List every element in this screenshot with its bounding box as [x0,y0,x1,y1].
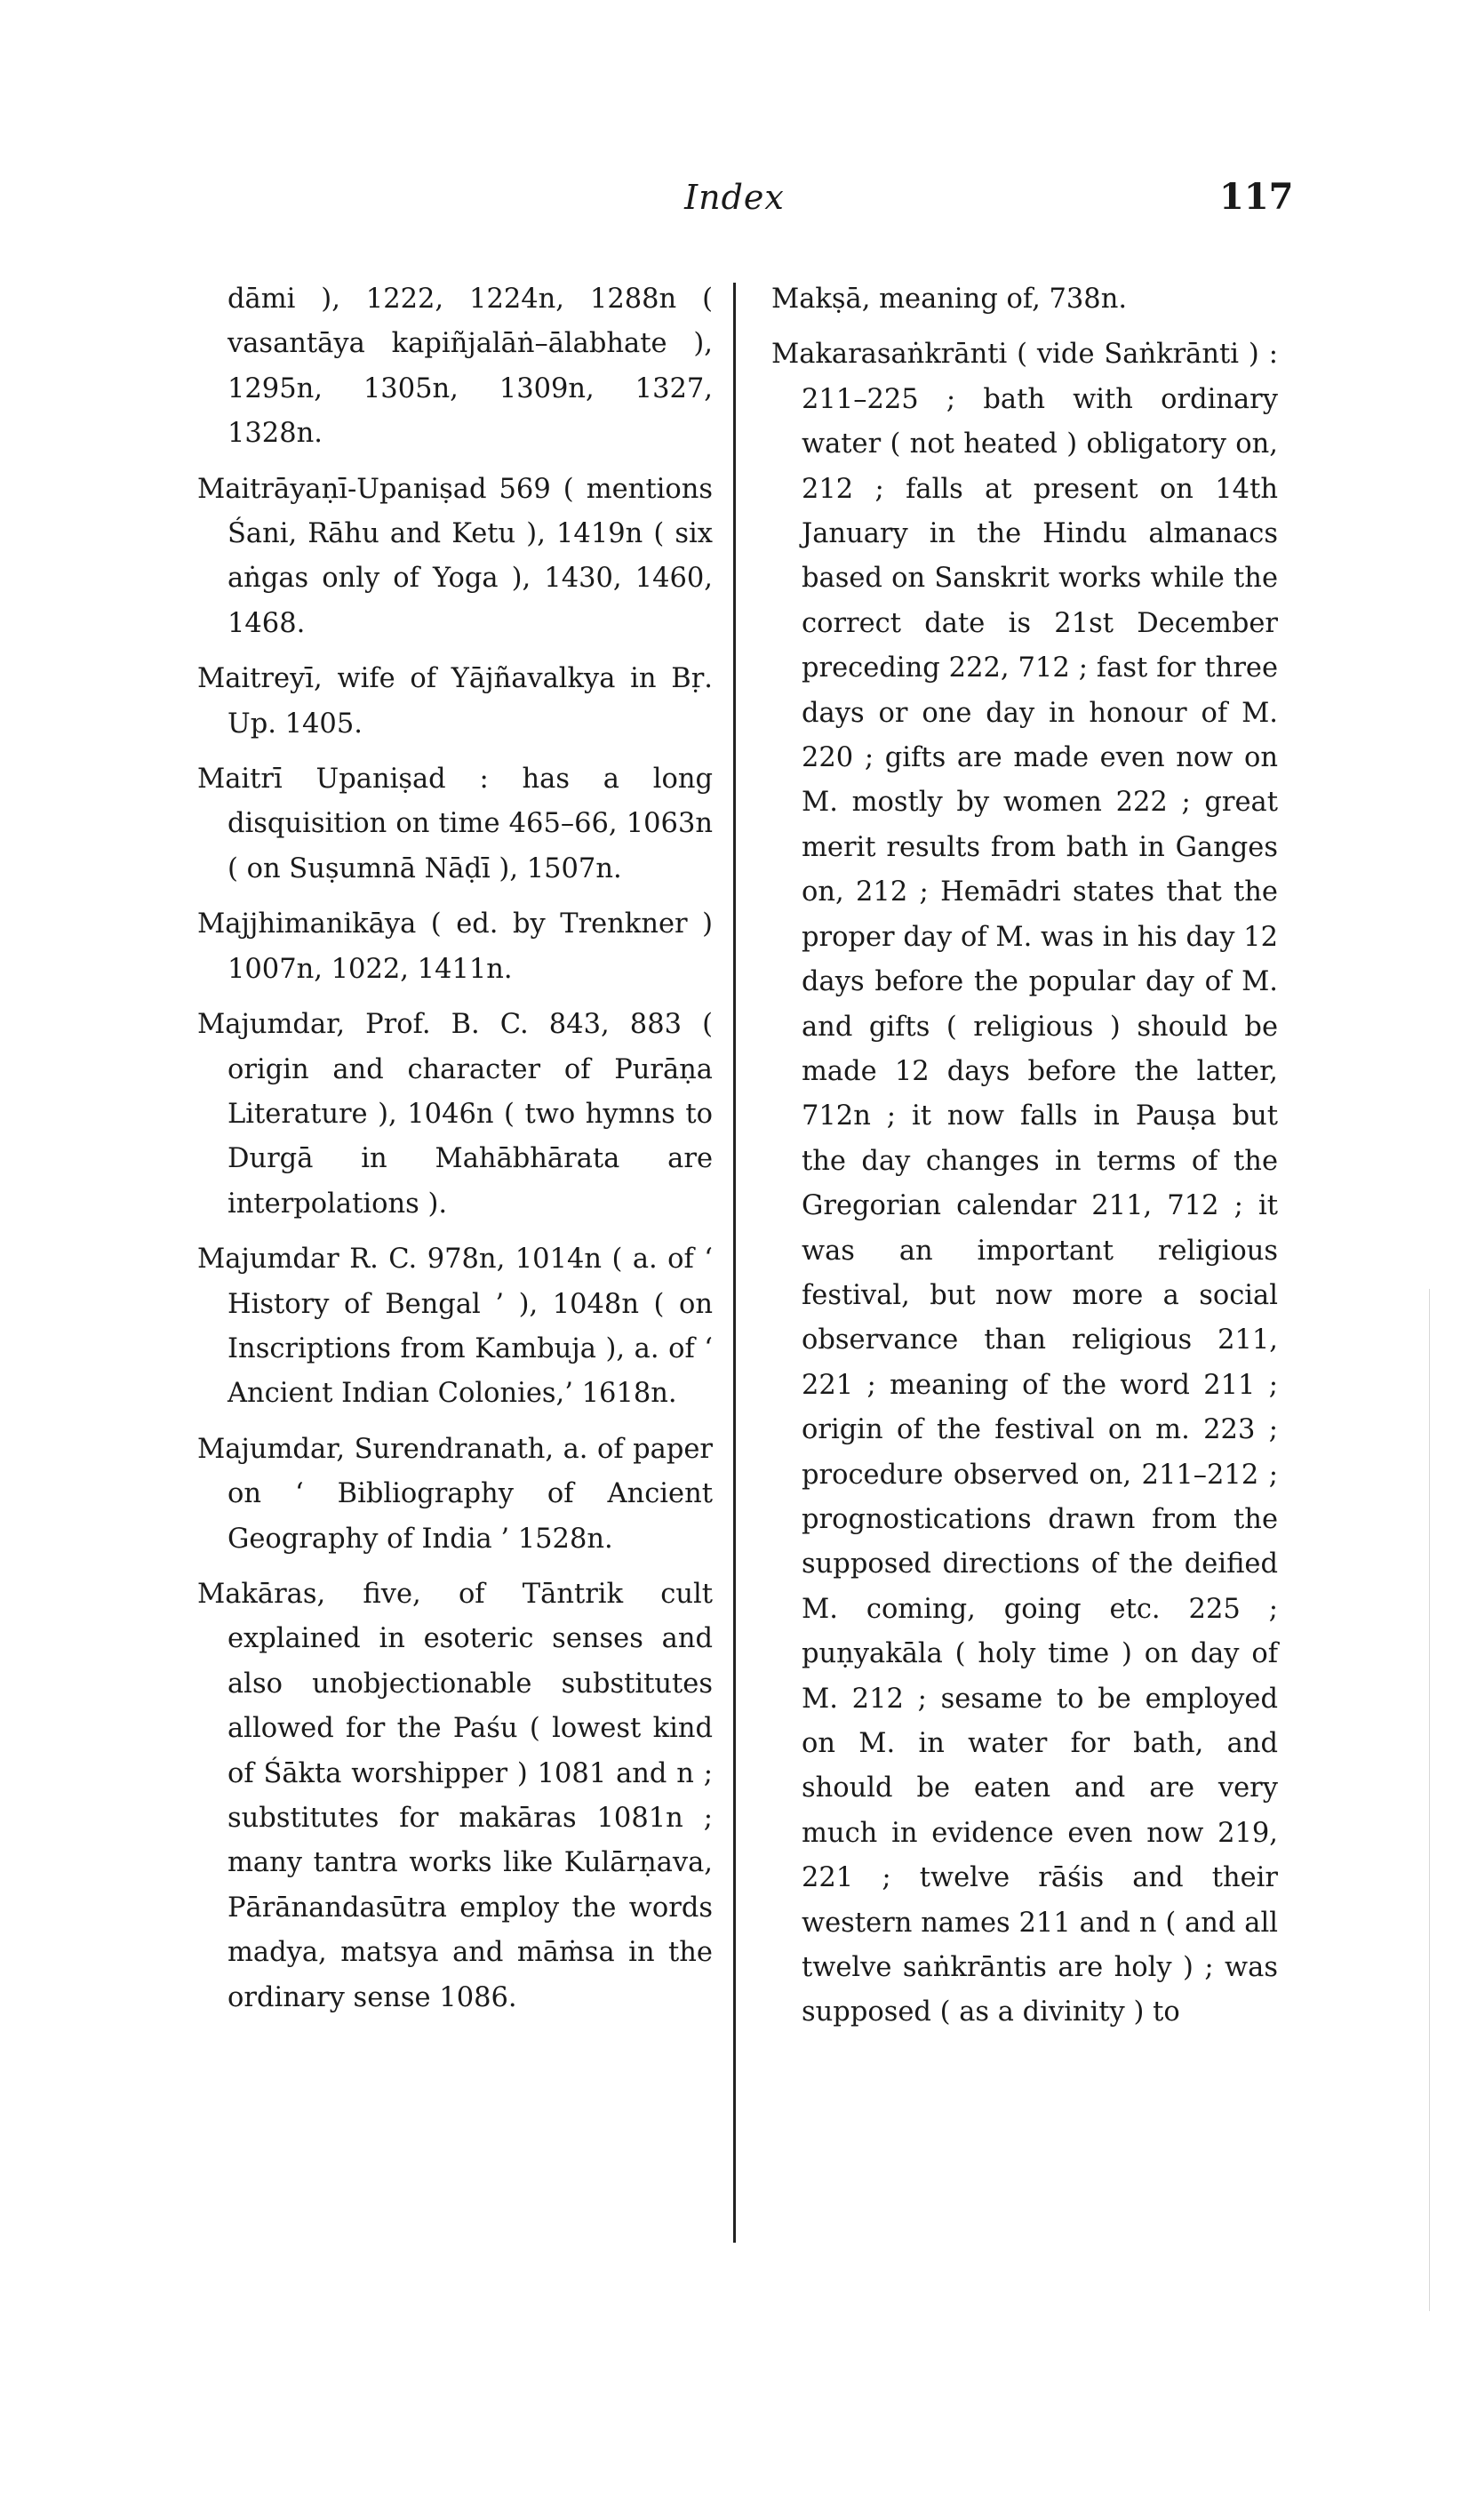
scan-gutter-line [1429,1289,1430,2311]
index-entry-majumdar-rc: Majumdar R. C. 978n, 1014n ( a. of ‘ History of Bengal ’ ), 1048n ( on Inscriptions from Kambuja ), a. of ‘ Ancient Indian Colonies,’ 1618n. [197,1244,713,1410]
right-column [771,277,1278,2046]
index-entry-makaras: Makāras, five, of Tāntrik cult explained in esoteric senses and also unobjectionable substitutes allowed for the Paśu ( lowest kind of Śākta worshipper ) 1081 and n ; substitutes for makāras 1081n ; many tantra works like Kulārṇava, Pārānandasūtra employ the words madya, matsya and māṁsa in the ordinary sense 1086. [197,1578,713,2013]
page-number: 117 [1219,176,1294,218]
index-entry-majumdar-surendranath: Majumdar, Surendranath, a. of paper on ‘ Bibliography of Ancient Geography of India ’ 1528n. [197,1433,713,1555]
index-entry-majumdar-bc: Majumdar, Prof. B. C. 843, 883 ( origin and character of Purāṇa Literature ), 1046n ( two hymns to Durgā in Mahābhārata are interpolations ). [197,1009,713,1220]
index-entry-maksa: Makṣā, meaning of, 738n. [771,284,1128,315]
index-entry-makarasankranti: Makarasaṅkrānti ( vide Saṅkrānti ) : 211–225 ; bath with ordinary water ( not heated ) obligatory on, 212 ; falls at present on 14th January in the Hindu almanacs based on Sanskrit works while the correct date is 21st December preceding 222, 712 ; fast for three days or one day in honour of M. 220 ; gifts are made even now on M. mostly by women 222 ; great merit results from bath in Ganges on, 212 ; Hemādri states that the proper day of M. was in his day 12 days before the popular day of M. and gifts ( religious ) should be made 12 days before the latter, 712n ; it now falls in Pauṣa but the day changes in terms of the Gregorian calendar 211, 712 ; it was an important religious festival, but now more a social observance than religious 211, 221 ; meaning of the word 211 ; origin of the festival on m. 223 ; procedure observed on, 211–212 ; prognostications drawn from the supposed directions of the deified M. coming, going etc. 225 ; puṇyakāla ( holy time ) on day of M. 212 ; sesame to be employed on M. in water for bath, and should be eaten and are very much in evidence even now 219, 221 ; twelve rāśis and their western names 211 and n ( and all twelve saṅkrāntis are holy ) ; was supposed ( as a divinity ) to [771,339,1278,2028]
column-divider [733,283,736,2243]
index-entry-maitri-upanisad: Maitrī Upaniṣad : has a long disquisition on time 465–66, 1063n ( on Suṣumnā Nāḍī ), 1507n. [197,764,713,884]
page-header-title: Index [684,178,785,217]
index-entry-maitreyi: Maitreyī, wife of Yājñavalkya in Bṛ. Up. 1405. [197,663,713,740]
left-column [197,277,713,2031]
index-entry-maitrayani-upanisad: Maitrāyaṇī-Upaniṣad 569 ( mentions Śani, Rāhu and Ketu ), 1419n ( six aṅgas only of Yoga ), 1430, 1460, 1468. [197,473,713,639]
index-entry-continuation: dāmi ), 1222, 1224n, 1288n ( vasantāya kapiñjalāṅ–ālabhate ), 1295n, 1305n, 1309n, 1327, 1328n. [228,284,713,450]
index-entry-majjhimanikaya: Majjhimanikāya ( ed. by Trenkner ) 1007n, 1022, 1411n. [197,908,713,985]
